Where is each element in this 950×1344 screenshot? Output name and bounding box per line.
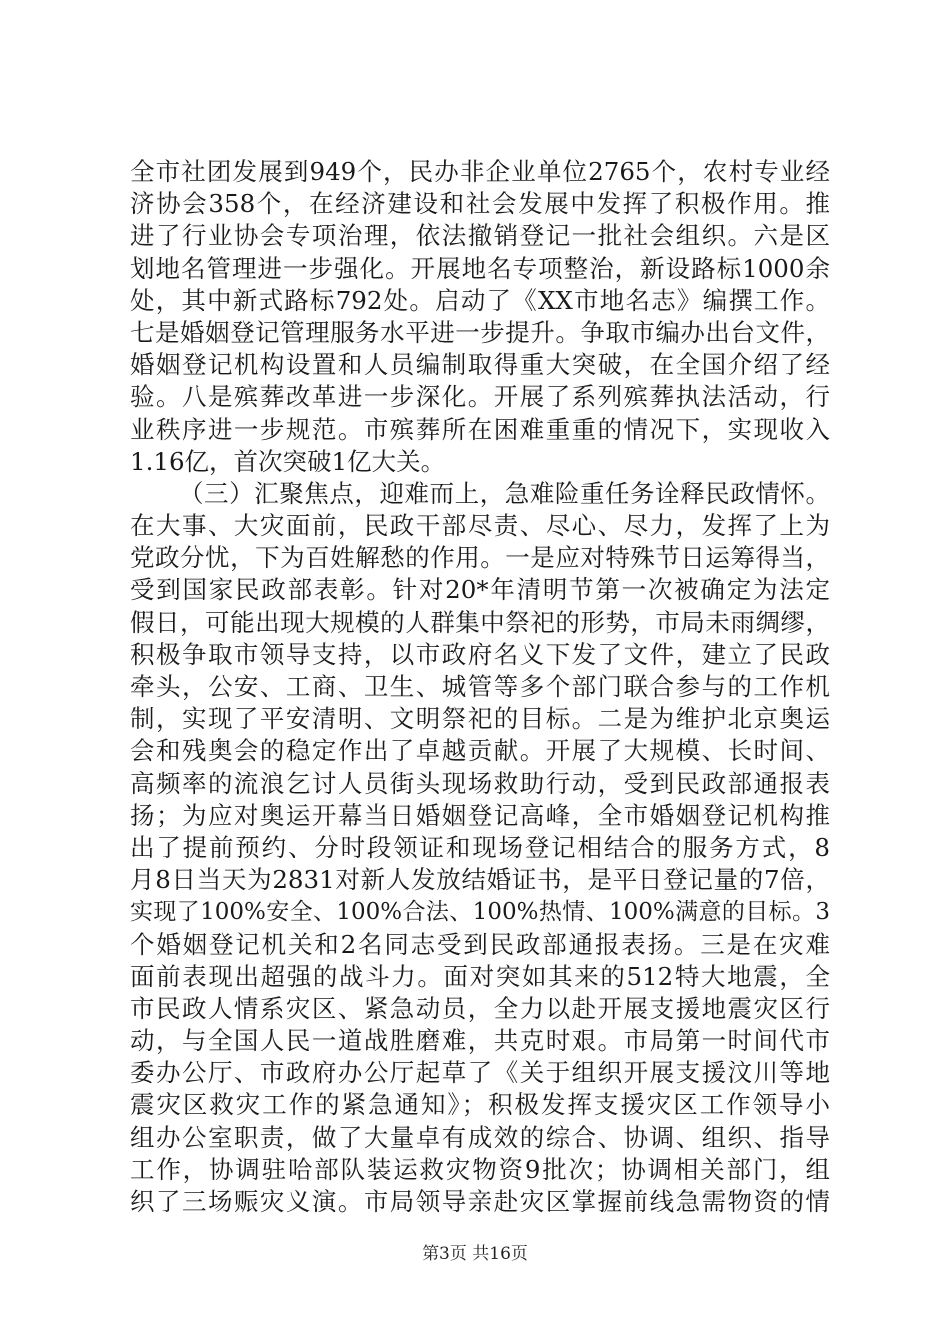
text-line: 验。八是殡葬改革进一步深化。开展了系列殡葬执法活动，行 [130, 382, 830, 412]
text-line: 织了三场赈灾义演。市局领导亲赴灾区掌握前线急需物资的情 [130, 1187, 830, 1216]
text-line: 牵头，公安、工商、卫生、城管等多个部门联合参与的工作机 [130, 672, 830, 701]
text-line: 会和残奥会的稳定作出了卓越贡献。开展了大规模、长时间、 [130, 736, 830, 766]
text-line: 受到国家民政部表彰。针对20*年清明节第一次被确定为法定 [130, 575, 830, 605]
text-line: 工作，协调驻哈部队装运救灾物资9批次；协调相关部门，组 [130, 1154, 830, 1184]
text-line: 积极争取市领导支持，以市政府名义下发了文件，建立了民政 [130, 639, 830, 669]
text-line: 出了提前预约、分时段领证和现场登记相结合的服务方式，8 [130, 832, 830, 862]
text-line: 党政分忧，下为百姓解愁的作用。一是应对特殊节日运筹得当， [130, 543, 830, 573]
text-line: 委办公厅、市政府办公厅起草了《关于组织开展支援汶川等地 [130, 1058, 830, 1088]
text-line: 个婚姻登记机关和2名同志受到民政部通报表扬。三是在灾难 [130, 929, 830, 959]
text-line: 婚姻登记机构设置和人员编制取得重大突破，在全国介绍了经 [130, 350, 830, 380]
text-line: 全市社团发展到949个，民办非企业单位2765个，农村专业经 [130, 157, 830, 186]
text-line: 动，与全国人民一道战胜磨难，共克时艰。市局第一时间代市 [130, 1026, 830, 1056]
text-line: 划地名管理进一步强化。开展地名专项整治，新设路标1000余 [130, 253, 830, 283]
text-line: 扬；为应对奥运开幕当日婚姻登记高峰，全市婚姻登记机构推 [130, 800, 830, 830]
text-line: 业秩序进一步规范。市殡葬所在困难重重的情况下，实现收入 [130, 414, 830, 444]
text-line: 组办公室职责，做了大量卓有成效的综合、协调、组织、指导 [130, 1122, 830, 1152]
text-line: 处，其中新式路标792处。启动了《XX市地名志》编撰工作。 [130, 285, 830, 315]
page-footer: 第3页 共16页 [422, 1244, 528, 1264]
text-line: 1.16亿，首次突破1亿大关。 [130, 446, 446, 476]
text-line: 实现了100%安全、100%合法、100%热情、100%满意的目标。3 [130, 899, 830, 926]
text-line: 在大事、大灾面前，民政干部尽责、尽心、尽力，发挥了上为 [130, 511, 830, 541]
section-heading-line: （三）汇聚焦点，迎难而上，急难险重任务诠释民政情怀。 [179, 478, 830, 508]
text-line: 高频率的流浪乞讨人员街头现场救助行动，受到民政部通报表 [130, 768, 830, 798]
text-line: 制，实现了平安清明、文明祭祀的目标。二是为维护北京奥运 [130, 704, 830, 734]
text-line: 假日，可能出现大规模的人群集中祭祀的形势，市局未雨绸缪， [130, 607, 830, 637]
text-line: 市民政人情系灾区、紧急动员，全力以赴开展支援地震灾区行 [130, 993, 830, 1023]
text-line: 七是婚姻登记管理服务水平进一步提升。争取市编办出台文件， [130, 317, 830, 347]
text-line: 济协会358个，在经济建设和社会发展中发挥了积极作用。推 [130, 189, 830, 219]
text-line: 面前表现出超强的战斗力。面对突如其来的512特大地震，全 [130, 961, 830, 991]
text-line: 月8日当天为2831对新人发放结婚证书，是平日登记量的7倍， [130, 865, 830, 895]
text-line: 震灾区救灾工作的紧急通知》；积极发挥支援灾区工作领导小 [130, 1090, 830, 1120]
text-line: 进了行业协会专项治理，依法撤销登记一批社会组织。六是区 [130, 221, 830, 251]
document-body [130, 156, 830, 1218]
